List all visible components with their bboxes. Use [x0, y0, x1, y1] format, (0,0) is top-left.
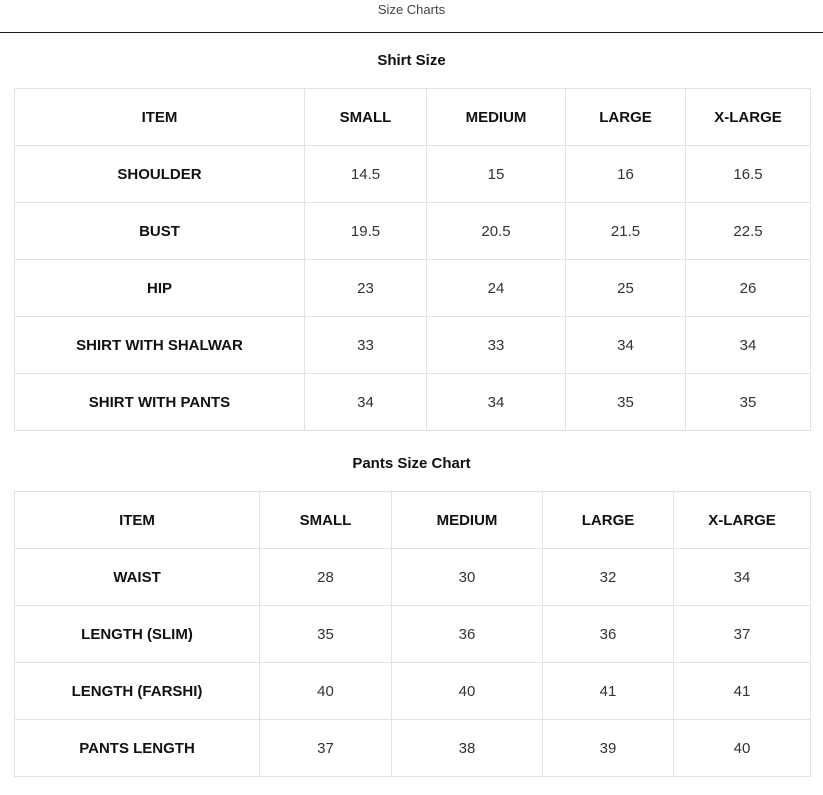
size-value: 14.5 — [305, 146, 427, 203]
size-value: 33 — [427, 317, 566, 374]
size-value: 24 — [427, 260, 566, 317]
table-row — [15, 720, 811, 777]
row-item-label: PANTS LENGTH — [15, 720, 260, 777]
size-value: 19.5 — [305, 203, 427, 260]
size-value: 39 — [543, 720, 674, 777]
size-value: 40 — [674, 720, 811, 777]
size-value: 32 — [543, 549, 674, 606]
column-header-x-large: X-LARGE — [674, 492, 811, 549]
size-value: 15 — [427, 146, 566, 203]
column-header-medium: MEDIUM — [392, 492, 543, 549]
size-value: 35 — [566, 374, 686, 431]
size-value: 25 — [566, 260, 686, 317]
table-row — [15, 606, 811, 663]
size-value: 35 — [260, 606, 392, 663]
row-item-label: SHIRT WITH PANTS — [15, 374, 305, 431]
row-item-label: HIP — [15, 260, 305, 317]
size-value: 35 — [686, 374, 811, 431]
size-value: 23 — [305, 260, 427, 317]
size-value: 38 — [392, 720, 543, 777]
table-row — [15, 146, 811, 203]
column-header-small: SMALL — [305, 89, 427, 146]
row-item-label: SHOULDER — [15, 146, 305, 203]
page-header — [0, 0, 823, 33]
size-value: 26 — [686, 260, 811, 317]
page-title: Size Charts — [377, 2, 446, 17]
size-value: 41 — [674, 663, 811, 720]
size-value: 16 — [566, 146, 686, 203]
table-row — [15, 374, 811, 431]
shirt-size-table — [14, 88, 811, 431]
column-header-x-large: X-LARGE — [686, 89, 811, 146]
size-value: 33 — [305, 317, 427, 374]
row-item-label: LENGTH (FARSHI) — [15, 663, 260, 720]
table-row — [15, 260, 811, 317]
size-value: 36 — [392, 606, 543, 663]
shirt-size-title: Shirt Size — [377, 52, 446, 69]
table-row — [15, 549, 811, 606]
column-header-item: ITEM — [15, 89, 305, 146]
table-row — [15, 663, 811, 720]
size-value: 40 — [392, 663, 543, 720]
row-item-label: BUST — [15, 203, 305, 260]
size-value: 34 — [427, 374, 566, 431]
column-header-item: ITEM — [15, 492, 260, 549]
column-header-small: SMALL — [260, 492, 392, 549]
size-value: 34 — [305, 374, 427, 431]
column-header-medium: MEDIUM — [427, 89, 566, 146]
size-value: 16.5 — [686, 146, 811, 203]
size-value: 41 — [543, 663, 674, 720]
row-item-label: SHIRT WITH SHALWAR — [15, 317, 305, 374]
size-value: 22.5 — [686, 203, 811, 260]
size-value: 34 — [686, 317, 811, 374]
size-value: 40 — [260, 663, 392, 720]
pants-size-title: Pants Size Chart — [352, 455, 471, 472]
table-header-row — [15, 492, 811, 549]
column-header-large: LARGE — [566, 89, 686, 146]
pants-size-table — [14, 491, 811, 777]
size-value: 36 — [543, 606, 674, 663]
table-header-row — [15, 89, 811, 146]
size-value: 28 — [260, 549, 392, 606]
size-value: 34 — [674, 549, 811, 606]
table-row — [15, 203, 811, 260]
column-header-large: LARGE — [543, 492, 674, 549]
size-value: 21.5 — [566, 203, 686, 260]
row-item-label: WAIST — [15, 549, 260, 606]
row-item-label: LENGTH (SLIM) — [15, 606, 260, 663]
size-value: 34 — [566, 317, 686, 374]
size-value: 37 — [674, 606, 811, 663]
size-value: 20.5 — [427, 203, 566, 260]
table-row — [15, 317, 811, 374]
size-value: 30 — [392, 549, 543, 606]
size-value: 37 — [260, 720, 392, 777]
